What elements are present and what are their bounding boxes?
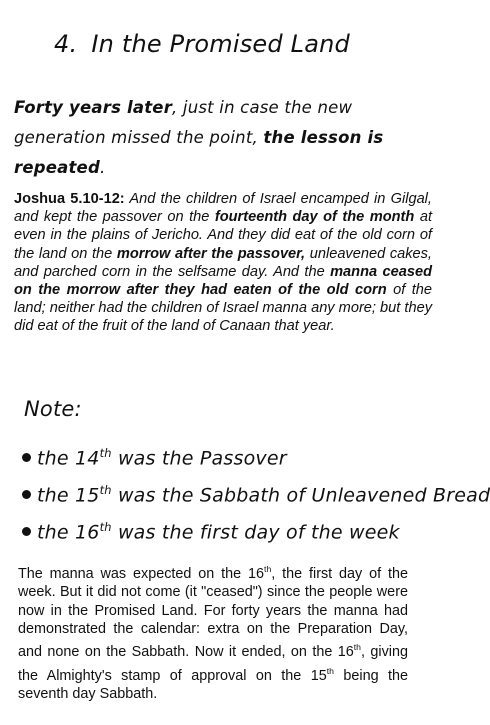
ordinal-suffix: th	[353, 642, 361, 653]
closing-text-1: The manna was expected on the 16	[18, 565, 265, 582]
verse-text-4: of the land; neither had the children of Israel manna any more; but they did eat of the fruit of the land of Canaan that year.	[14, 282, 432, 335]
verse-bold-2: morrow after the passover,	[116, 245, 306, 262]
closing-text-3: , giving the Almighty's stamp of approval on the 15	[18, 644, 408, 684]
verse-bold-3: manna ceased on the morrow after they had eaten of the old corn	[14, 263, 432, 299]
note-item-14th	[22, 435, 442, 472]
section-title: In the Promised Land	[91, 30, 350, 58]
scripture-quote	[14, 190, 432, 336]
closing-paragraph	[18, 560, 408, 703]
page-title	[54, 30, 350, 58]
verse-text-3: unleavened cakes, and parched corn in the selfsame day. And the	[14, 245, 432, 280]
verse-text-2: at even in the plains of Jericho. And they did eat of the old corn of the land on the	[14, 209, 432, 262]
note-list	[22, 435, 490, 546]
intro-text-2: .	[99, 158, 106, 177]
note-label: Note:	[24, 397, 82, 421]
closing-text-2: , the first day of the week. But it did not come (it "ceased") since the people were now in the Promised Land. For forty years the manna had demonstrated the calendar: extra on the Preparation Day, and none on the Sabbath. Now it ended, on the 16	[18, 565, 408, 661]
intro-paragraph	[14, 93, 434, 183]
intro-bold-2: the lesson is repeated	[14, 128, 384, 177]
scripture-reference: Joshua 5.10-12:	[14, 191, 125, 207]
bullet-dot-icon	[22, 490, 31, 499]
verse-text-1: And the children of Israel encamped in Gilgal, and kept the passover on the	[14, 191, 432, 226]
ordinal-suffix: th	[99, 446, 112, 460]
intro-bold-1: Forty years later	[14, 98, 173, 117]
section-number: 4.	[54, 30, 78, 58]
note-item-text: was the Sabbath of Unleavened Bread	[111, 484, 490, 507]
note-item-15th	[22, 472, 490, 509]
ordinal-suffix: th	[264, 564, 272, 574]
note-item-text: the 16	[37, 521, 100, 544]
bullet-dot-icon	[22, 527, 31, 536]
note-item-text: was the Passover	[111, 447, 287, 470]
note-item-16th	[22, 509, 442, 546]
note-item-text: was the first day of the week	[111, 521, 400, 544]
bullet-dot-icon	[22, 453, 31, 462]
ordinal-suffix: th	[99, 483, 112, 497]
note-item-text: the 14	[37, 447, 100, 470]
ordinal-suffix: th	[99, 520, 112, 534]
intro-text-1: , just in case the new generation missed the point,	[14, 98, 353, 147]
closing-text-4: being the seventh day Sabbath.	[18, 667, 409, 702]
verse-bold-1: fourteenth day of the month	[214, 209, 415, 226]
note-item-text: the 15	[37, 484, 100, 507]
ordinal-suffix: th	[326, 665, 334, 676]
